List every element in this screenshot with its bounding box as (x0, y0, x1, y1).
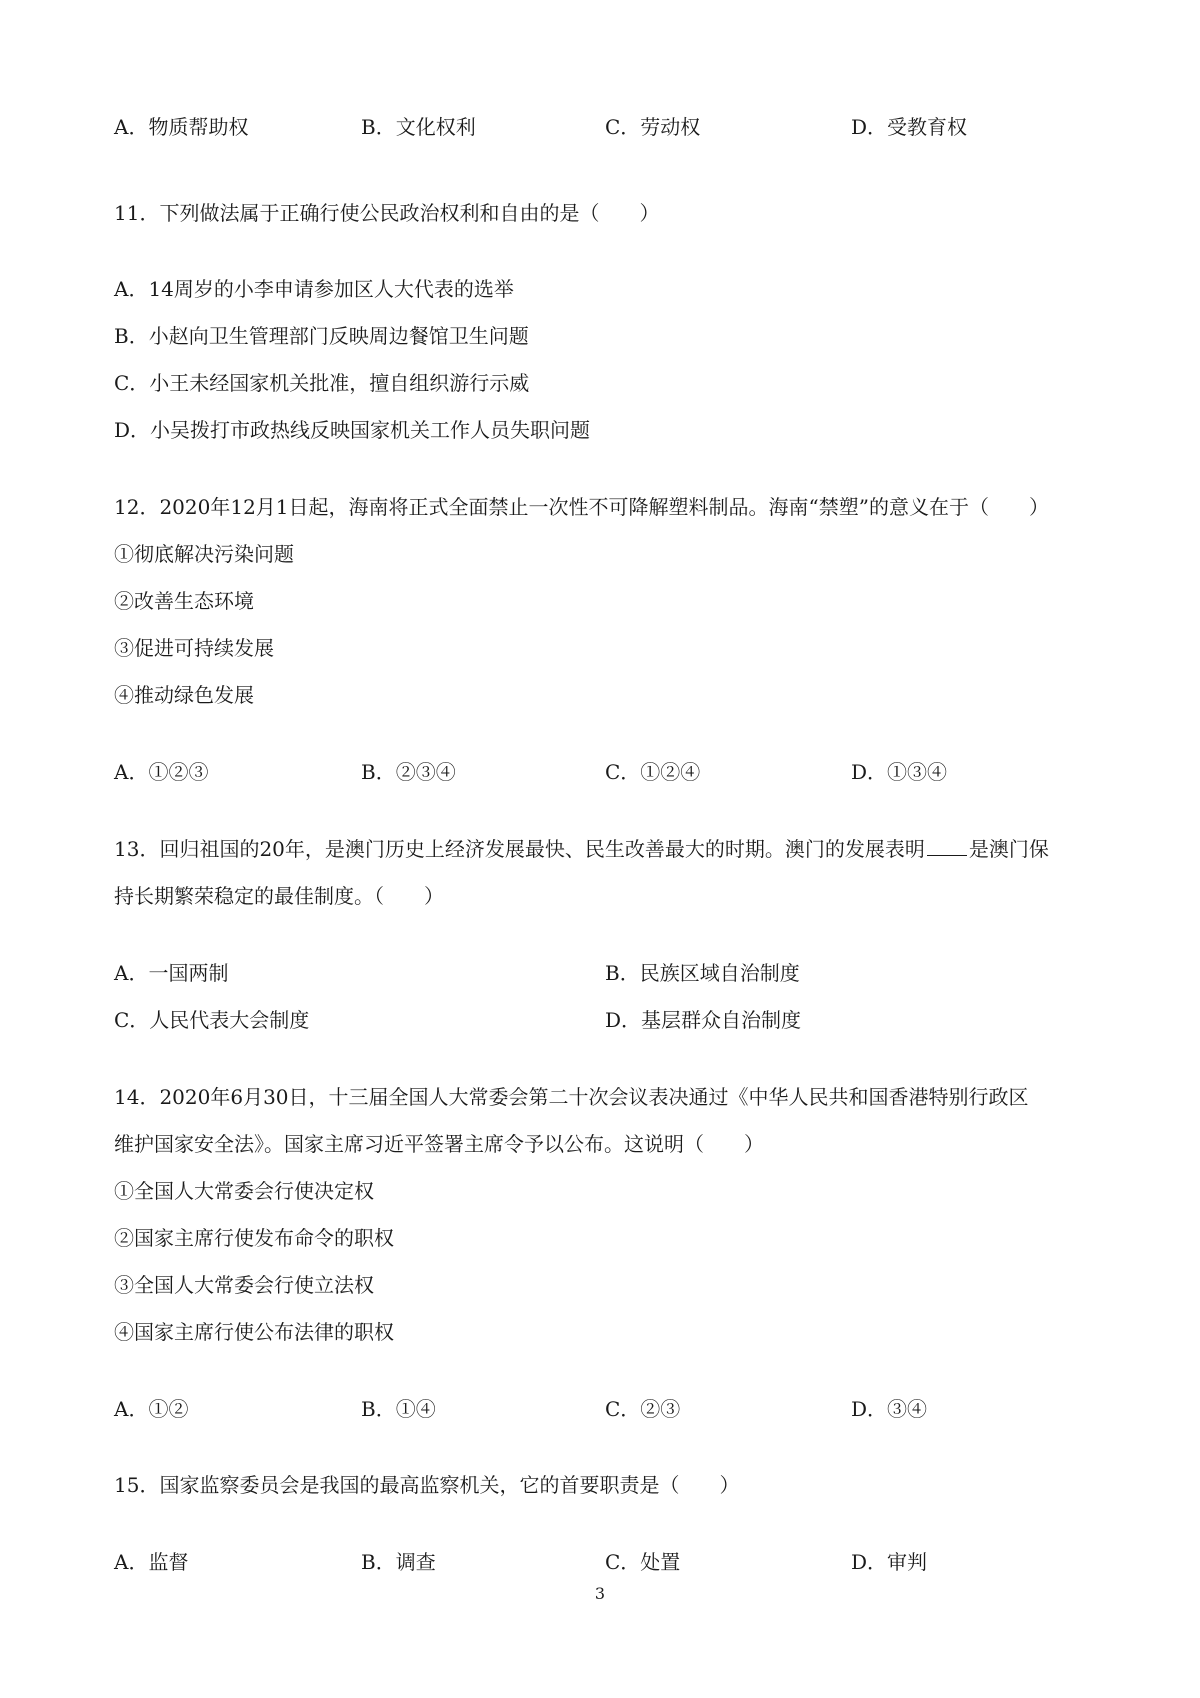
q11-option-d: D．小吴拨打市政热线反映国家机关工作人员失职问题 (114, 418, 591, 442)
q14-option-d: D．③④ (851, 1397, 928, 1421)
q15-option-a: A．监督 (114, 1550, 189, 1574)
q13-option-d: D．基层群众自治制度 (605, 1008, 802, 1032)
q13-option-a: A．一国两制 (114, 961, 229, 985)
q11-option-a: A．14周岁的小李申请参加区人大代表的选举 (114, 277, 514, 301)
q13-stem-line1 (114, 836, 1049, 862)
q12-option-b: B．②③④ (361, 760, 456, 784)
q14-stem-line2: 维护国家安全法》。国家主席习近平签署主席令予以公布。这说明（ ） (114, 1132, 764, 1156)
q11-option-b: B．小赵向卫生管理部门反映周边餐馆卫生问题 (114, 324, 529, 348)
q12-item-1: ①彻底解决污染问题 (114, 542, 294, 566)
q15-option-d: D．审判 (851, 1550, 928, 1574)
q13-stem-part2: 是澳门保 (968, 837, 1049, 861)
q12-stem: 12．2020年12月1日起，海南将正式全面禁止一次性不可降解塑料制品。海南“禁塑”的意义在于（ ） (114, 495, 1049, 519)
q13-option-c: C．人民代表大会制度 (114, 1008, 310, 1032)
q14-item-2: ②国家主席行使发布命令的职权 (114, 1226, 394, 1250)
q14-item-3: ③全国人大常委会行使立法权 (114, 1273, 374, 1297)
q15-option-b: B．调查 (361, 1550, 436, 1574)
q14-item-4: ④国家主席行使公布法律的职权 (114, 1320, 394, 1344)
q14-item-1: ①全国人大常委会行使决定权 (114, 1179, 374, 1203)
q15-stem: 15．国家监察委员会是我国的最高监察机关，它的首要职责是（ ） (114, 1473, 740, 1497)
q12-option-a: A．①②③ (114, 760, 209, 784)
q12-option-c: C．①②④ (605, 760, 701, 784)
q12-item-4: ④推动绿色发展 (114, 683, 254, 707)
q10-option-d: D．受教育权 (851, 115, 968, 139)
q12-item-3: ③促进可持续发展 (114, 636, 274, 660)
q10-option-a: A．物质帮助权 (114, 115, 249, 139)
q10-option-c: C．劳动权 (605, 115, 701, 139)
q12-item-2: ②改善生态环境 (114, 589, 254, 613)
page-number: 3 (594, 1584, 606, 1603)
q14-option-c: C．②③ (605, 1397, 681, 1421)
q11-option-c: C．小王未经国家机关批准，擅自组织游行示威 (114, 371, 530, 395)
q15-option-c: C．处置 (605, 1550, 681, 1574)
q13-stem-line2: 持长期繁荣稳定的最佳制度。（ ） (114, 884, 444, 908)
q12-option-d: D．①③④ (851, 760, 948, 784)
q13-blank (927, 837, 967, 856)
q14-stem-line1: 14．2020年6月30日，十三届全国人大常委会第二十次会议表决通过《中华人民共和国香港特别行政区 (114, 1085, 1029, 1109)
q13-stem-part1: 13．回归祖国的20年，是澳门历史上经济发展最快、民生改善最大的时期。澳门的发展表明 (114, 837, 925, 861)
q14-option-b: B．①④ (361, 1397, 436, 1421)
q14-option-a: A．①② (114, 1397, 189, 1421)
q10-option-b: B．文化权利 (361, 115, 476, 139)
q11-stem: 11．下列做法属于正确行使公民政治权利和自由的是（ ） (114, 201, 660, 225)
q13-option-b: B．民族区域自治制度 (605, 961, 800, 985)
